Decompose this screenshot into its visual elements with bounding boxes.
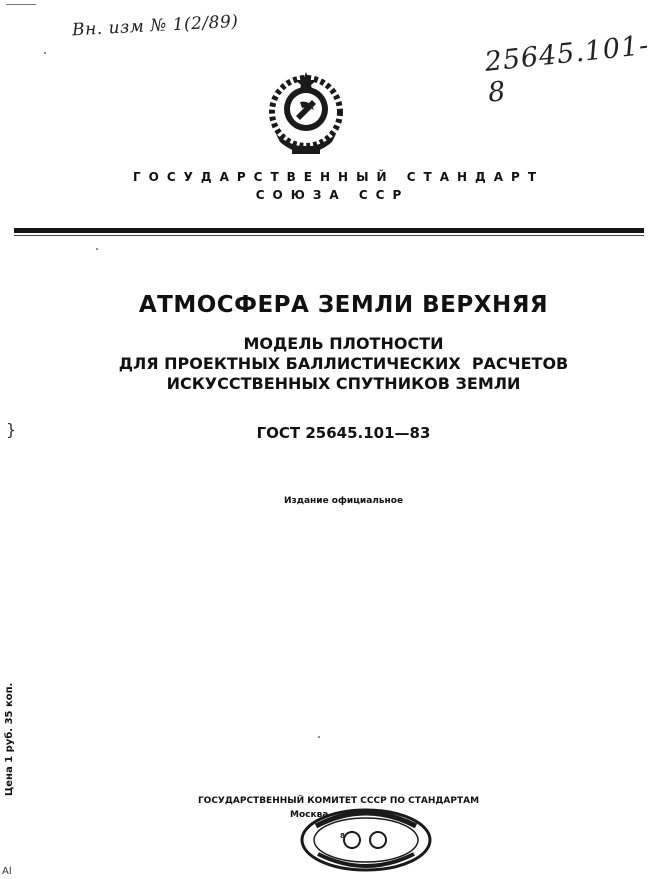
publisher-city: Москва xyxy=(290,810,329,820)
price-label: Цена 1 руб. 35 коп. xyxy=(4,682,15,796)
edge-scan-mark: Al xyxy=(2,866,12,877)
stamp-number: 8 xyxy=(340,832,345,840)
edition-label: Издание официальное xyxy=(283,496,404,506)
subtitle-line: ИСКУССТВЕННЫХ СПУТНИКОВ ЗЕМЛИ xyxy=(166,374,521,393)
gost-number: ГОСТ 25645.101—83 xyxy=(256,424,431,442)
document-subtitle xyxy=(0,334,657,394)
subtitle-line: МОДЕЛЬ ПЛОТНОСТИ xyxy=(243,334,444,353)
publisher-label: ГОСУДАРСТВЕННЫЙ КОМИТЕТ СССР ПО СТАНДАРТАМ xyxy=(197,796,480,806)
header-ussr: СОЮЗА ССР xyxy=(255,188,410,202)
handwritten-document-number: 25645.101-8 xyxy=(483,29,651,109)
header-state-standard: ГОСУДАРСТВЕННЫЙ СТАНДАРТ xyxy=(132,170,545,184)
scan-speck xyxy=(96,248,98,250)
subtitle-line: ДЛЯ ПРОЕКТНЫХ БАЛЛИСТИЧЕСКИХ РАСЧЕТОВ xyxy=(118,354,569,373)
divider-thin xyxy=(14,235,644,236)
scan-speck xyxy=(318,736,320,738)
handwritten-revision-note: Вн. изм № 1(2/89) xyxy=(71,11,239,41)
ussr-emblem-icon xyxy=(256,64,356,164)
document-title: АТМОСФЕРА ЗЕМЛИ ВЕРХНЯЯ xyxy=(138,292,549,318)
margin-bracket-mark: } xyxy=(6,420,17,439)
corner-scan-mark xyxy=(6,4,36,5)
scan-speck xyxy=(44,52,46,54)
divider-thick xyxy=(14,228,644,233)
